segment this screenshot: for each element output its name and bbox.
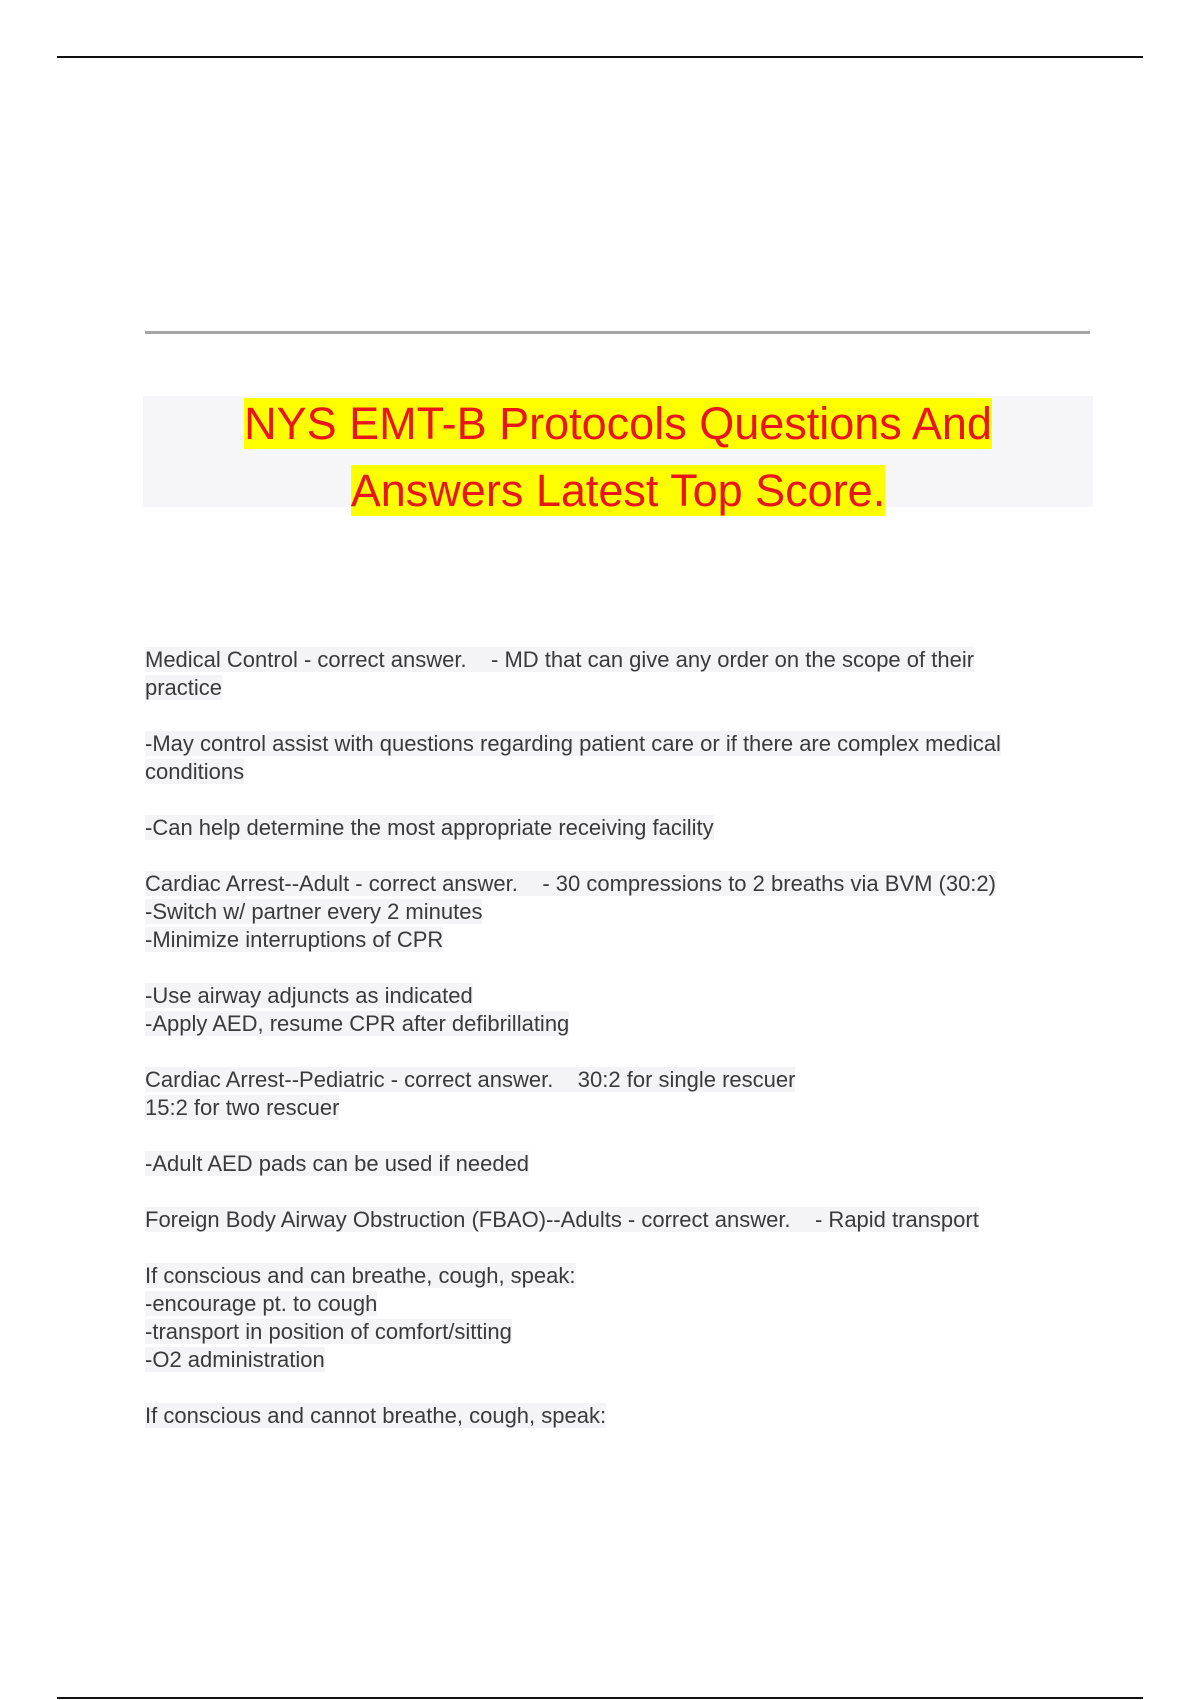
text-line: -Switch w/ partner every 2 minutes [145,899,483,924]
text-line: conditions [145,759,245,784]
document-title-block [143,396,1093,516]
text-line: Cardiac Arrest--Pediatric - correct answer. 30:2 for single rescuer [145,1067,796,1092]
text-line: -Apply AED, resume CPR after defibrillating [145,1011,570,1036]
document-title-line-2: Answers Latest Top Score. [350,465,886,516]
paragraph-cardiac-arrest-adult [145,870,1105,954]
document-title-line-1: NYS EMT-B Protocols Questions And [244,398,992,449]
text-line: -encourage pt. to cough [145,1291,378,1316]
text-line: If conscious and can breathe, cough, speak: [145,1263,576,1288]
text-line: -Can help determine the most appropriate receiving facility [145,815,714,840]
text-line: Medical Control - correct answer. - MD that can give any order on the scope of their [145,647,975,672]
paragraph-conscious-can-breathe [145,1262,1105,1374]
paragraph-adult-aed-pads [145,1150,1105,1178]
paragraph-fbao-adults [145,1206,1105,1234]
text-line: If conscious and cannot breathe, cough, speak: [145,1403,607,1428]
text-line: -Adult AED pads can be used if needed [145,1151,530,1176]
text-line: -transport in position of comfort/sitting [145,1319,512,1344]
text-line: -Minimize interruptions of CPR [145,927,444,952]
text-line: -Use airway adjuncts as indicated [145,983,473,1008]
page-bottom-rule [57,1697,1143,1699]
text-line: practice [145,675,223,700]
paragraph-airway-adjuncts [145,982,1105,1038]
page-top-rule [57,56,1143,58]
text-line: Foreign Body Airway Obstruction (FBAO)--Adults - correct answer. - Rapid transport [145,1207,979,1232]
text-line: -May control assist with questions regarding patient care or if there are complex medical [145,731,1001,756]
paragraph-medical-control [145,646,1105,702]
text-line: 15:2 for two rescuer [145,1095,340,1120]
document-body [145,646,1105,1458]
paragraph-receiving-facility [145,814,1105,842]
paragraph-conscious-cannot-breathe [145,1402,1105,1430]
paragraph-cardiac-arrest-pediatric [145,1066,1105,1122]
text-line: Cardiac Arrest--Adult - correct answer. - 30 compressions to 2 breaths via BVM (30:2) [145,871,996,896]
text-line: -O2 administration [145,1347,325,1372]
paragraph-medical-control-assist [145,730,1105,786]
title-divider [145,331,1090,334]
